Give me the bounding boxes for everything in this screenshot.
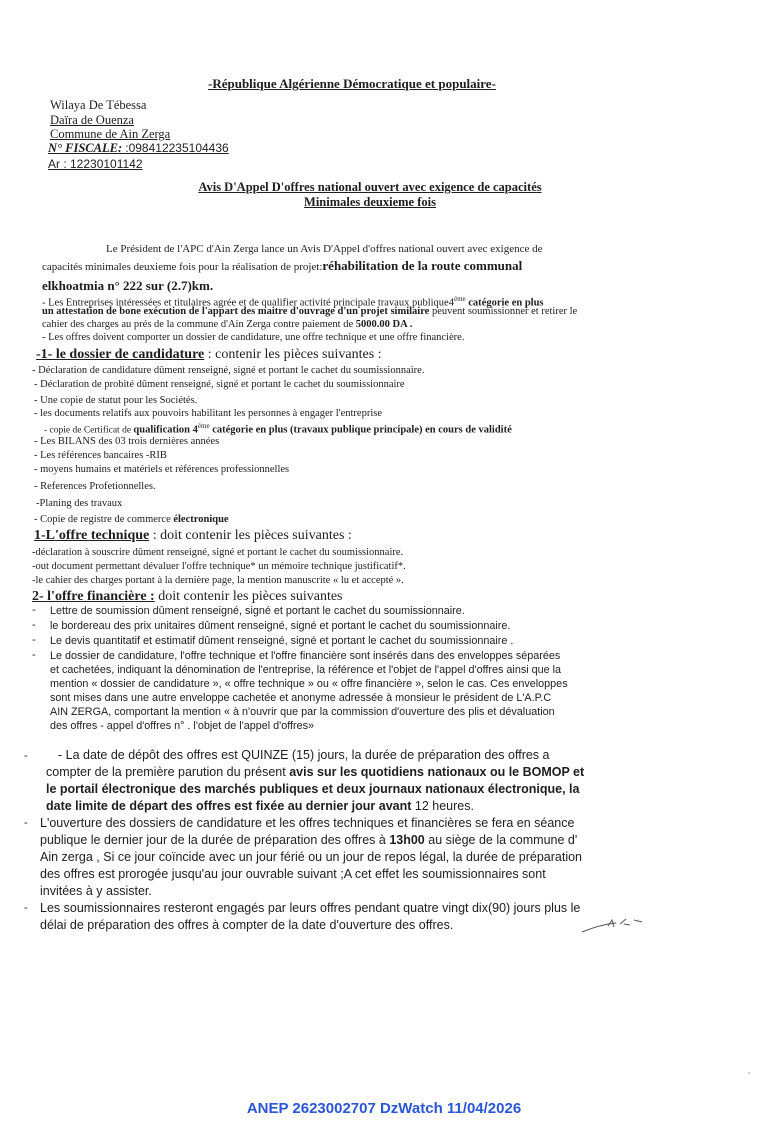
list-item: -déclaration à souscrire dûment renseigné, signé et portant le cachet du soumissionnaire. <box>32 547 404 558</box>
list-item: Lettre de soumission dûment renseigné, signé et portant le cachet du soumissionnaire. <box>50 605 465 617</box>
intro-line-6 <box>42 318 412 332</box>
certificate-item-sup: éme <box>197 422 210 430</box>
deadline-line-1: - La date de dépôt des offres est QUINZE (15) jours, la durée de préparation des offres a <box>58 748 550 762</box>
commerce-register-text: - Copie de registre de commerce <box>34 514 174 525</box>
opening-line-4: des offres est prorogée jusqu'au jour ouvrable suivant ;A cet effet les soumissionnaires sont <box>40 867 546 881</box>
list-item: Le devis quantitatif et estimatif dûment renseigné, signé et portant le cachet du soumissionnaire . <box>50 635 514 647</box>
republic-heading: -République Algérienne Démocratique et populaire- <box>208 76 496 91</box>
intro-line-3: elkhoatmia n° 222 sur (2.7)km. <box>42 278 214 293</box>
section-technique-label: 1-L'offre technique <box>34 528 150 543</box>
fiscal-value: :098412235104436 <box>125 141 229 155</box>
list-item: - References Profetionnelles. <box>34 481 156 492</box>
bullet-dash: - <box>24 817 28 829</box>
intro-line-5-bold: un attestation de bone exécution de l'appart des maitre d'ouvrage d'un projet similaire <box>42 306 430 317</box>
opening-time: 13h00 <box>389 833 425 847</box>
intro-line-2-text: capacités minimales deuxieme fois pour la réalisation de projet: <box>42 261 323 273</box>
section-technique-rest: : doit contenir les pièces suivantes : <box>149 528 352 543</box>
certificate-item-bold: qualification 4 <box>133 424 198 436</box>
avis-title-line2: Minimales deuxieme fois <box>304 195 436 209</box>
envelope-item-line: et cachetées, indiquant la dénomination de l'entreprise, la référence et l'objet de l'appel d'offres ainsi que la <box>50 664 562 676</box>
wilaya-line: Wilaya De Tébessa <box>50 98 147 112</box>
opening-line-3: Ain zerga , Si ce jour coïncide avec un jour férié ou un jour de repos légal, la durée de préparation <box>40 850 582 864</box>
commerce-register-bold: électronique <box>173 514 229 525</box>
daira-line: Daïra de Ouenza <box>50 113 134 127</box>
list-item: - moyens humains et matériels et références professionnelles <box>34 464 290 475</box>
intro-line-2 <box>42 259 522 274</box>
opening-line-2 <box>40 832 577 849</box>
envelope-item-line: des offres - appel d'offres n° . l'objet de l'appel d'offres» <box>50 720 315 732</box>
section-financiere-heading <box>32 589 343 605</box>
envelope-item-line: Le dossier de candidature, l'offre technique et l'offre financière sont insérés dans des enveloppes séparées <box>50 650 561 662</box>
validity-line-1: Les soumissionnaires resteront engagés par leurs offres pendant quatre vingt dix(90) jours plus le <box>40 901 581 915</box>
deadline-line-2-bold: avis sur les quotidiens nationaux ou le BOMOP et <box>289 765 585 779</box>
certificate-item-bold-2: catégorie en plus (travaux publique principale) en cours de validité <box>209 424 512 436</box>
commerce-register-item <box>34 513 229 526</box>
footer-reference: ANEP 2623002707 DzWatch 11/04/2026 <box>246 1100 522 1117</box>
intro-line-4-sup: éme <box>453 295 466 303</box>
section-financiere-rest: doit contenir les pièces suivantes <box>154 589 343 604</box>
list-item: - Déclaration de probité dûment renseigné, signé et portant le cachet du soumissionnaire <box>34 379 405 390</box>
fiscal-label: N° FISCALE: <box>48 141 123 155</box>
commune-line: Commune de Ain Zerga <box>50 127 171 141</box>
deadline-line-4 <box>46 798 474 815</box>
intro-line-6-text: cahier des charges au prés de la commune d'Ain Zerga contre paiement de <box>42 319 356 330</box>
list-item: - Déclaration de candidature dûment renseigné, signé et portant le cachet du soumissionnaire. <box>32 365 425 376</box>
validity-line-2: délai de préparation des offres à compter de la date d'ouverture des offres. <box>40 918 454 932</box>
list-item: le bordereau des prix unitaires dûment renseigné, signé et portant le cachet du soumissionnaire. <box>50 620 511 632</box>
opening-line-2-text: publique le dernier jour de la durée de préparation des offres à <box>40 833 390 847</box>
opening-line-1: L'ouverture des dossiers de candidature et les offres techniques et financières se fera en séance <box>40 816 575 830</box>
list-item: - Une copie de statut pour les Sociétés. <box>34 395 198 406</box>
list-item: -Planing des travaux <box>36 498 123 509</box>
deadline-line-2-text: compter de la première parution du présent <box>46 765 290 779</box>
bullet-dash: - <box>32 619 36 631</box>
opening-line-2-text-2: au siège de la commune d' <box>424 833 578 847</box>
section-candidature-label: -1- le dossier de candidature <box>36 347 205 362</box>
intro-line-4-text: - Les Entreprises intéressées et titulaires agrée et de qualifier activité principale travaux publique4 <box>42 297 454 309</box>
deadline-line-4-text: 12 heures. <box>414 799 474 813</box>
envelope-item-line: AIN ZERGA, comportant la mention « à n'ouvrir que par la commission d'ouverture des plis et dévaluation <box>50 706 555 718</box>
ar-line: Ar : 12230101142 <box>48 157 143 171</box>
avis-title <box>0 180 754 210</box>
intro-line-4-bold: catégorie en plus <box>465 297 544 309</box>
certificate-item-text: - copie de Certificat de <box>44 425 134 436</box>
list-item: -out document permettant dévaluer l'offre technique* un mémoire technique justificatif*. <box>32 561 406 572</box>
signature-mark <box>578 912 648 936</box>
scan-speck <box>748 1072 750 1074</box>
section-technique-heading <box>34 528 352 544</box>
list-item: - Les BILANS des 03 trois dernières années <box>34 436 220 447</box>
deadline-line-4-bold: date limite de départ des offres est fixée au dernier jour avant <box>46 799 415 813</box>
bullet-dash: - <box>32 604 36 616</box>
list-item: -le cahier des charges portant à la dernière page, la mention manuscrite « lu et accepté ». <box>32 575 404 586</box>
section-candidature-rest: : contenir les pièces suivantes : <box>204 347 382 362</box>
deadline-line-2 <box>46 764 584 781</box>
deadline-line-3: le portail électronique des marchés publiques et deux journaux nationaux électronique, la <box>46 782 580 796</box>
intro-line-1: Le Président de l'APC d'Ain Zerga lance un Avis D'Appel d'offres national ouvert avec exigence de <box>106 243 543 255</box>
section-financiere-label: 2- l'offre financière : <box>32 589 155 604</box>
list-item: - les documents relatifs aux pouvoirs habilitant les personnes à engager l'entreprise <box>34 408 382 419</box>
section-candidature-heading <box>36 347 382 363</box>
bullet-dash: - <box>32 634 36 646</box>
intro-line-5 <box>42 305 577 319</box>
intro-line-7: - Les offres doivent comporter un dossier de candidature, une offre technique et une offre financière. <box>42 332 465 343</box>
intro-line-5-text: peuvent soumissionner et retirer le <box>429 306 578 317</box>
price-amount: 5000.00 DA . <box>355 319 413 330</box>
bullet-dash: - <box>32 649 36 661</box>
bullet-dash: - <box>24 750 28 762</box>
opening-line-5: invitées à y assister. <box>40 884 152 898</box>
project-name: réhabilitation de la route communal <box>322 258 523 273</box>
list-item: - Les références bancaires -RIB <box>34 450 167 461</box>
envelope-item-line: sont mises dans une autre enveloppe cachetée et anonyme adressée à monsieur le président de L'A.P.C <box>50 692 552 704</box>
fiscal-line <box>48 141 229 156</box>
envelope-item-line: mention « dossier de candidature », « offre technique » ou « offre financière », selon le cas. Ces enveloppes <box>50 678 568 690</box>
bullet-dash: - <box>24 902 28 914</box>
avis-title-line1: Avis D'Appel D'offres national ouvert avec exigence de capacités <box>198 180 542 194</box>
